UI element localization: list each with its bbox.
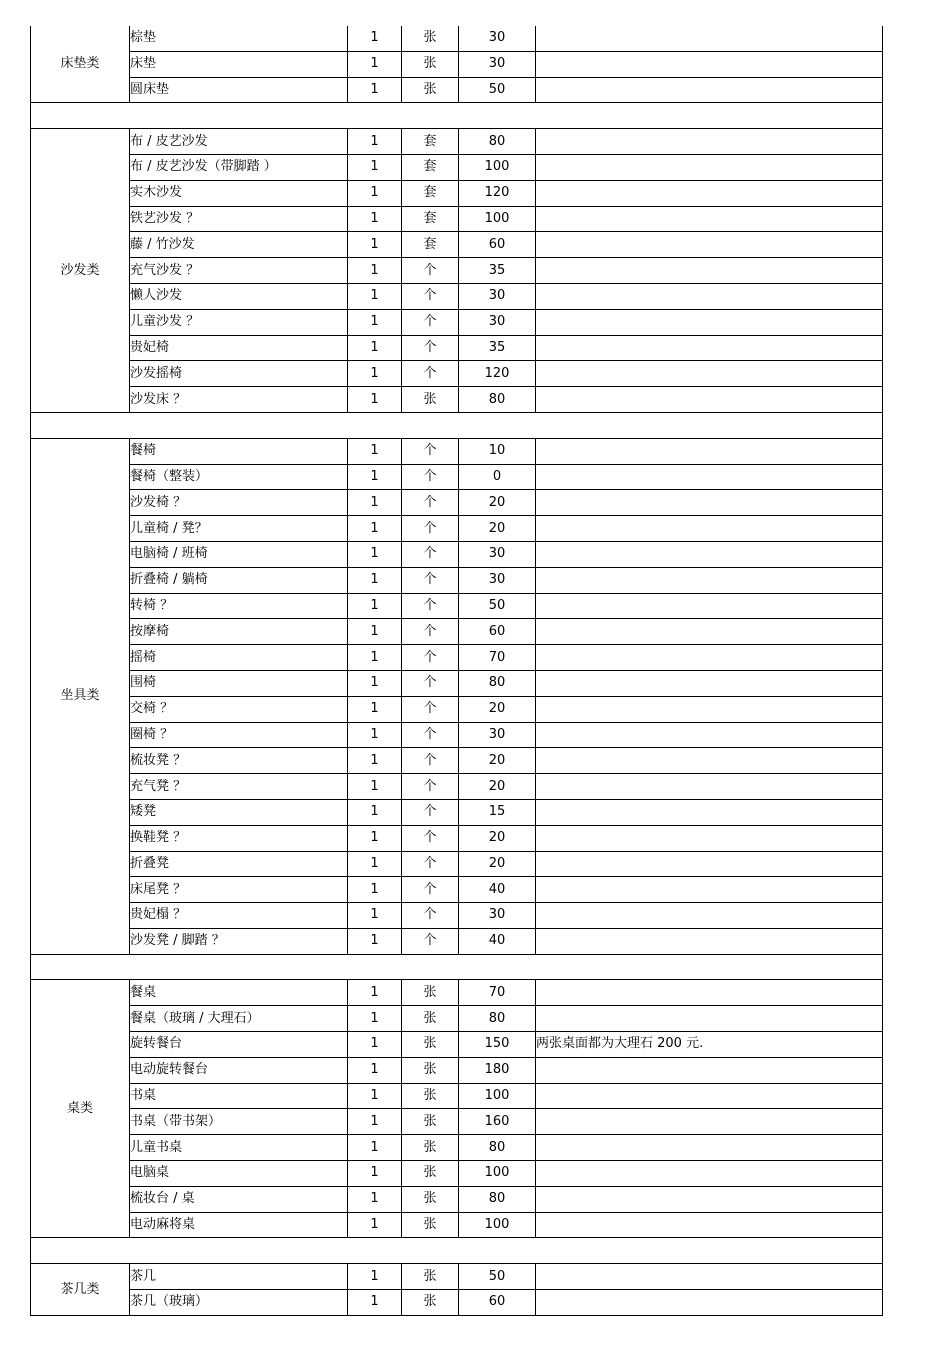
note-cell: [536, 980, 883, 1006]
price-cell: 40: [459, 877, 536, 903]
price-cell: 30: [459, 541, 536, 567]
note-cell: [536, 825, 883, 851]
qty-cell: 1: [348, 1109, 402, 1135]
qty-cell: 1: [348, 722, 402, 748]
unit-cell: 个: [402, 567, 459, 593]
note-cell: [536, 180, 883, 206]
unit-cell: 张: [402, 1264, 459, 1290]
note-cell: [536, 1264, 883, 1290]
qty-cell: 1: [348, 180, 402, 206]
unit-cell: 个: [402, 438, 459, 464]
category-cell: 坐具类: [31, 438, 130, 954]
price-cell: 20: [459, 774, 536, 800]
name-cell: 电动旋转餐台: [130, 1057, 348, 1083]
table-row: [31, 799, 883, 825]
table-row: [31, 567, 883, 593]
price-cell: 100: [459, 1212, 536, 1238]
qty-cell: 1: [348, 1057, 402, 1083]
qty-cell: 1: [348, 799, 402, 825]
name-cell: 餐桌: [130, 980, 348, 1006]
qty-cell: 1: [348, 335, 402, 361]
name-cell: 实木沙发: [130, 180, 348, 206]
price-cell: 20: [459, 696, 536, 722]
price-cell: 10: [459, 438, 536, 464]
name-cell: 电脑桌: [130, 1161, 348, 1187]
note-cell: [536, 258, 883, 284]
name-cell: 旋转餐台: [130, 1032, 348, 1058]
qty-cell: 1: [348, 516, 402, 542]
price-cell: 80: [459, 1006, 536, 1032]
name-cell: 贵妃榻 ？: [130, 903, 348, 929]
table-row: [31, 258, 883, 284]
note-cell: [536, 928, 883, 954]
price-cell: 20: [459, 490, 536, 516]
table-row: [31, 696, 883, 722]
unit-cell: 个: [402, 516, 459, 542]
unit-cell: 张: [402, 1032, 459, 1058]
category-cell: 茶几类: [31, 1264, 130, 1316]
price-cell: 60: [459, 1290, 536, 1316]
qty-cell: 1: [348, 774, 402, 800]
name-cell: 餐椅（整装）: [130, 464, 348, 490]
table-row: [31, 1212, 883, 1238]
table-row: [31, 1109, 883, 1135]
name-cell: 布 / 皮艺沙发: [130, 129, 348, 155]
unit-cell: 个: [402, 464, 459, 490]
qty-cell: 1: [348, 645, 402, 671]
separator-cell: [31, 412, 883, 438]
price-cell: 150: [459, 1032, 536, 1058]
qty-cell: 1: [348, 851, 402, 877]
qty-cell: 1: [348, 1083, 402, 1109]
name-cell: 充气凳 ？: [130, 774, 348, 800]
qty-cell: 1: [348, 903, 402, 929]
price-cell: 80: [459, 670, 536, 696]
qty-cell: 1: [348, 464, 402, 490]
unit-cell: 个: [402, 696, 459, 722]
name-cell: 餐桌（玻璃 / 大理石）: [130, 1006, 348, 1032]
name-cell: 转椅 ？: [130, 593, 348, 619]
price-cell: 35: [459, 335, 536, 361]
unit-cell: 个: [402, 490, 459, 516]
table-row: [31, 51, 883, 77]
name-cell: 折叠凳: [130, 851, 348, 877]
unit-cell: 张: [402, 1135, 459, 1161]
table-row: [31, 387, 883, 413]
name-cell: 沙发床 ？: [130, 387, 348, 413]
separator-cell: [31, 954, 883, 980]
price-cell: 50: [459, 1264, 536, 1290]
price-cell: 50: [459, 77, 536, 103]
qty-cell: 1: [348, 541, 402, 567]
table-row: [31, 774, 883, 800]
price-cell: 20: [459, 825, 536, 851]
note-cell: [536, 1161, 883, 1187]
qty-cell: 1: [348, 1264, 402, 1290]
price-cell: 60: [459, 619, 536, 645]
table-row: [31, 928, 883, 954]
unit-cell: 张: [402, 980, 459, 1006]
table-row: [31, 1135, 883, 1161]
name-cell: 按摩椅: [130, 619, 348, 645]
section-separator-row: [31, 954, 883, 980]
qty-cell: 1: [348, 670, 402, 696]
name-cell: 充气沙发 ？: [130, 258, 348, 284]
qty-cell: 1: [348, 258, 402, 284]
unit-cell: 张: [402, 387, 459, 413]
note-cell: [536, 77, 883, 103]
qty-cell: 1: [348, 980, 402, 1006]
price-cell: 40: [459, 928, 536, 954]
unit-cell: 个: [402, 645, 459, 671]
name-cell: 床垫: [130, 51, 348, 77]
separator-cell: [31, 1238, 883, 1264]
name-cell: 书桌（带书架）: [130, 1109, 348, 1135]
name-cell: 棕垫: [130, 26, 348, 51]
note-cell: [536, 645, 883, 671]
name-cell: 交椅 ？: [130, 696, 348, 722]
name-cell: 圈椅 ？: [130, 722, 348, 748]
price-cell: 120: [459, 361, 536, 387]
note-cell: [536, 387, 883, 413]
note-cell: [536, 335, 883, 361]
name-cell: 圆床垫: [130, 77, 348, 103]
name-cell: 换鞋凳 ？: [130, 825, 348, 851]
unit-cell: 套: [402, 206, 459, 232]
price-cell: 100: [459, 206, 536, 232]
unit-cell: 个: [402, 774, 459, 800]
price-cell: 70: [459, 980, 536, 1006]
table-row: [31, 490, 883, 516]
name-cell: 藤 / 竹沙发: [130, 232, 348, 258]
name-cell: 儿童书桌: [130, 1135, 348, 1161]
price-cell: 35: [459, 258, 536, 284]
unit-cell: 张: [402, 1006, 459, 1032]
price-table-body: [31, 26, 883, 1315]
note-cell: [536, 438, 883, 464]
table-row: [31, 1006, 883, 1032]
price-cell: 80: [459, 387, 536, 413]
price-cell: 30: [459, 51, 536, 77]
category-cell: 床垫类: [31, 26, 130, 103]
qty-cell: 1: [348, 1135, 402, 1161]
note-cell: [536, 516, 883, 542]
qty-cell: 1: [348, 1290, 402, 1316]
note-cell: [536, 26, 883, 51]
table-row: [31, 129, 883, 155]
table-row: [31, 1264, 883, 1290]
name-cell: 懒人沙发: [130, 283, 348, 309]
unit-cell: 张: [402, 1083, 459, 1109]
name-cell: 折叠椅 / 躺椅: [130, 567, 348, 593]
price-cell: 50: [459, 593, 536, 619]
unit-cell: 个: [402, 335, 459, 361]
note-cell: [536, 799, 883, 825]
unit-cell: 张: [402, 26, 459, 51]
note-cell: [536, 1006, 883, 1032]
table-row: [31, 980, 883, 1006]
price-cell: 30: [459, 903, 536, 929]
qty-cell: 1: [348, 309, 402, 335]
table-row: [31, 645, 883, 671]
qty-cell: 1: [348, 361, 402, 387]
qty-cell: 1: [348, 1006, 402, 1032]
note-cell: [536, 670, 883, 696]
note-cell: [536, 206, 883, 232]
table-row: [31, 206, 883, 232]
price-cell: 100: [459, 1161, 536, 1187]
table-row: [31, 77, 883, 103]
note-cell: [536, 464, 883, 490]
price-cell: 120: [459, 180, 536, 206]
table-row: [31, 26, 883, 51]
price-cell: 30: [459, 567, 536, 593]
unit-cell: 张: [402, 1212, 459, 1238]
table-row: [31, 1290, 883, 1316]
price-cell: 20: [459, 516, 536, 542]
unit-cell: 个: [402, 903, 459, 929]
qty-cell: 1: [348, 206, 402, 232]
table-row: [31, 1032, 883, 1058]
qty-cell: 1: [348, 387, 402, 413]
note-cell: [536, 1212, 883, 1238]
name-cell: 茶几: [130, 1264, 348, 1290]
note-cell: [536, 593, 883, 619]
name-cell: 电动麻将桌: [130, 1212, 348, 1238]
unit-cell: 张: [402, 1161, 459, 1187]
note-cell: [536, 903, 883, 929]
table-row: [31, 1186, 883, 1212]
unit-cell: 个: [402, 309, 459, 335]
table-row: [31, 541, 883, 567]
price-cell: 20: [459, 748, 536, 774]
unit-cell: 个: [402, 619, 459, 645]
price-cell: 15: [459, 799, 536, 825]
name-cell: 梳妆凳 ？: [130, 748, 348, 774]
unit-cell: 个: [402, 283, 459, 309]
name-cell: 贵妃椅: [130, 335, 348, 361]
unit-cell: 个: [402, 361, 459, 387]
qty-cell: 1: [348, 51, 402, 77]
category-cell: 桌类: [31, 980, 130, 1238]
name-cell: 铁艺沙发 ？: [130, 206, 348, 232]
table-row: [31, 722, 883, 748]
name-cell: 布 / 皮艺沙发（带脚踏 ）: [130, 154, 348, 180]
unit-cell: 张: [402, 1057, 459, 1083]
name-cell: 沙发摇椅: [130, 361, 348, 387]
price-cell: 20: [459, 851, 536, 877]
name-cell: 书桌: [130, 1083, 348, 1109]
name-cell: 床尾凳 ？: [130, 877, 348, 903]
unit-cell: 张: [402, 1290, 459, 1316]
note-cell: [536, 541, 883, 567]
note-cell: [536, 567, 883, 593]
table-row: [31, 361, 883, 387]
name-cell: 摇椅: [130, 645, 348, 671]
price-cell: 30: [459, 722, 536, 748]
table-row: [31, 1083, 883, 1109]
table-row: [31, 309, 883, 335]
table-row: [31, 438, 883, 464]
price-cell: 80: [459, 1186, 536, 1212]
price-cell: 160: [459, 1109, 536, 1135]
table-row: [31, 516, 883, 542]
table-row: [31, 283, 883, 309]
note-cell: [536, 232, 883, 258]
price-cell: 0: [459, 464, 536, 490]
table-row: [31, 335, 883, 361]
qty-cell: 1: [348, 283, 402, 309]
unit-cell: 张: [402, 1186, 459, 1212]
separator-cell: [31, 103, 883, 129]
name-cell: 餐椅: [130, 438, 348, 464]
table-row: [31, 1161, 883, 1187]
qty-cell: 1: [348, 1212, 402, 1238]
note-cell: [536, 361, 883, 387]
qty-cell: 1: [348, 490, 402, 516]
unit-cell: 套: [402, 129, 459, 155]
note-cell: [536, 877, 883, 903]
note-cell: [536, 1135, 883, 1161]
table-row: [31, 232, 883, 258]
table-row: [31, 670, 883, 696]
price-cell: 70: [459, 645, 536, 671]
section-separator-row: [31, 1238, 883, 1264]
price-cell: 80: [459, 1135, 536, 1161]
table-row: [31, 180, 883, 206]
note-cell: [536, 1290, 883, 1316]
note-cell: [536, 619, 883, 645]
note-cell: [536, 283, 883, 309]
price-cell: 60: [459, 232, 536, 258]
note-cell: [536, 696, 883, 722]
qty-cell: 1: [348, 928, 402, 954]
unit-cell: 个: [402, 593, 459, 619]
unit-cell: 个: [402, 670, 459, 696]
table-row: [31, 903, 883, 929]
qty-cell: 1: [348, 129, 402, 155]
note-cell: [536, 1083, 883, 1109]
note-cell: [536, 309, 883, 335]
price-cell: 100: [459, 154, 536, 180]
unit-cell: 套: [402, 154, 459, 180]
unit-cell: 张: [402, 51, 459, 77]
name-cell: 儿童椅 / 凳？: [130, 516, 348, 542]
note-cell: [536, 1186, 883, 1212]
qty-cell: 1: [348, 748, 402, 774]
name-cell: 矮凳: [130, 799, 348, 825]
price-cell: 80: [459, 129, 536, 155]
note-cell: [536, 748, 883, 774]
qty-cell: 1: [348, 619, 402, 645]
price-table: [30, 26, 883, 1316]
unit-cell: 个: [402, 799, 459, 825]
table-row: [31, 154, 883, 180]
qty-cell: 1: [348, 593, 402, 619]
unit-cell: 个: [402, 541, 459, 567]
unit-cell: 个: [402, 258, 459, 284]
note-cell: [536, 851, 883, 877]
unit-cell: 套: [402, 180, 459, 206]
qty-cell: 1: [348, 26, 402, 51]
qty-cell: 1: [348, 438, 402, 464]
unit-cell: 个: [402, 877, 459, 903]
unit-cell: 个: [402, 825, 459, 851]
qty-cell: 1: [348, 1161, 402, 1187]
name-cell: 梳妆台 / 桌: [130, 1186, 348, 1212]
table-row: [31, 619, 883, 645]
qty-cell: 1: [348, 696, 402, 722]
unit-cell: 个: [402, 722, 459, 748]
note-cell: [536, 1057, 883, 1083]
category-cell: 沙发类: [31, 129, 130, 413]
unit-cell: 张: [402, 1109, 459, 1135]
qty-cell: 1: [348, 1032, 402, 1058]
name-cell: 电脑椅 / 班椅: [130, 541, 348, 567]
qty-cell: 1: [348, 567, 402, 593]
note-cell: [536, 51, 883, 77]
price-cell: 30: [459, 26, 536, 51]
table-row: [31, 825, 883, 851]
qty-cell: 1: [348, 877, 402, 903]
table-row: [31, 748, 883, 774]
unit-cell: 个: [402, 928, 459, 954]
note-cell: [536, 490, 883, 516]
name-cell: 茶几（玻璃）: [130, 1290, 348, 1316]
qty-cell: 1: [348, 232, 402, 258]
unit-cell: 张: [402, 77, 459, 103]
note-cell: [536, 1109, 883, 1135]
qty-cell: 1: [348, 1186, 402, 1212]
note-cell: [536, 129, 883, 155]
price-cell: 100: [459, 1083, 536, 1109]
note-cell: [536, 722, 883, 748]
name-cell: 沙发椅 ？: [130, 490, 348, 516]
name-cell: 围椅: [130, 670, 348, 696]
table-row: [31, 464, 883, 490]
section-separator-row: [31, 103, 883, 129]
unit-cell: 个: [402, 748, 459, 774]
note-cell: [536, 774, 883, 800]
qty-cell: 1: [348, 77, 402, 103]
name-cell: 儿童沙发 ？: [130, 309, 348, 335]
table-row: [31, 851, 883, 877]
name-cell: 沙发凳 / 脚踏 ？: [130, 928, 348, 954]
table-row: [31, 593, 883, 619]
table-row: [31, 877, 883, 903]
unit-cell: 个: [402, 851, 459, 877]
qty-cell: 1: [348, 154, 402, 180]
price-cell: 30: [459, 283, 536, 309]
price-cell: 180: [459, 1057, 536, 1083]
unit-cell: 套: [402, 232, 459, 258]
price-cell: 30: [459, 309, 536, 335]
section-separator-row: [31, 412, 883, 438]
note-cell: [536, 154, 883, 180]
table-row: [31, 1057, 883, 1083]
note-cell: 两张桌面都为大理石 200 元.: [536, 1032, 883, 1058]
qty-cell: 1: [348, 825, 402, 851]
